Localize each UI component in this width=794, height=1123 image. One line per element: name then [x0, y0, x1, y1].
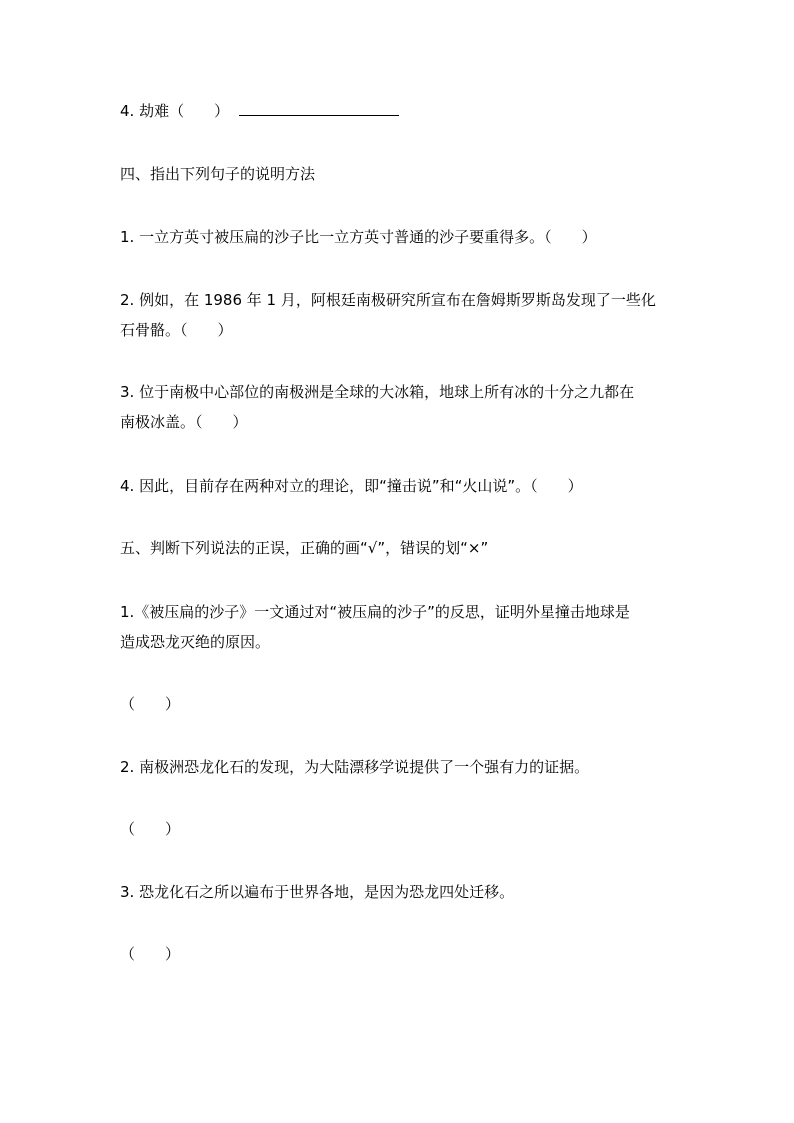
- judge-item-3-answer: （ ）: [120, 945, 181, 963]
- judge-item-2-answer: （ ）: [120, 820, 181, 838]
- answer-blank[interactable]: [239, 101, 399, 116]
- judge-item-1-line-1: 1.《被压扁的沙子》一文通过对“被压扁的沙子”的反思，证明外星撞击地球是: [120, 603, 630, 621]
- section-4-heading: 四、指出下列句子的说明方法: [120, 165, 316, 183]
- section-5-heading: 五、判断下列说法的正误，正确的画“√”，错误的划“×”: [120, 539, 489, 557]
- method-item-1: 1. 一立方英寸被压扁的沙子比一立方英寸普通的沙子要重得多。（ ）: [120, 228, 597, 246]
- judge-item-2: 2. 南极洲恐龙化石的发现，为大陆漂移学说提供了一个强有力的证据。: [120, 758, 590, 776]
- judge-item-1-answer: （ ）: [120, 695, 181, 713]
- method-item-3-line-2: 南极冰盖。（ ）: [120, 413, 248, 431]
- judge-item-1-line-2: 造成恐龙灭绝的原因。: [120, 633, 271, 651]
- method-item-4: 4. 因此，目前存在两种对立的理论，即“撞击说”和“火山说”。（ ）: [120, 477, 583, 495]
- method-item-2-line-1: 2. 例如，在 1986 年 1 月，阿根廷南极研究所宣布在詹姆斯罗斯岛发现了一些化: [120, 291, 656, 309]
- method-item-2-line-2: 石骨骼。（ ）: [120, 321, 233, 339]
- method-item-3-line-1: 3. 位于南极中心部位的南极洲是全球的大冰箱，地球上所有冰的十分之九都在: [120, 383, 635, 401]
- vocab-item-4: 4. 劫难（ ）: [120, 101, 399, 121]
- judge-item-3: 3. 恐龙化石之所以遍布于世界各地，是因为恐龙四处迁移。: [120, 883, 515, 901]
